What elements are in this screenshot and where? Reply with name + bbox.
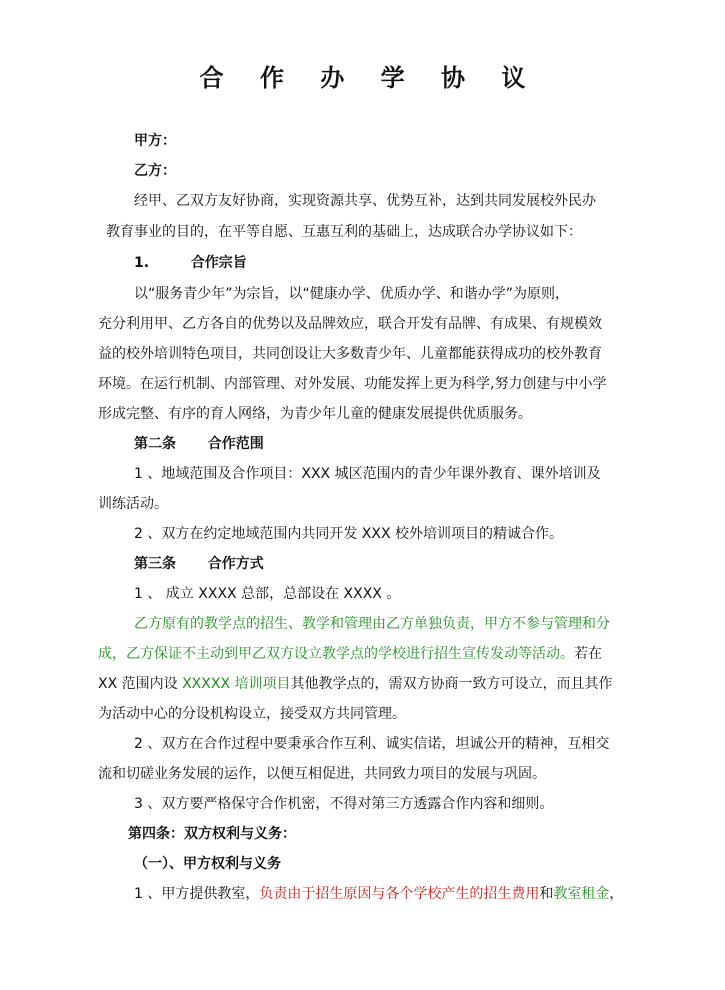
s4-p1-b: 和: [539, 886, 554, 902]
s1-line-4: 环境。在运行机制、内部管理、对外发展、功能发挥上更为科学,努力创建与中小学: [98, 376, 607, 392]
section-3-title: 合作方式: [207, 556, 264, 572]
s2-p1-line-1: 1 、地域范围及合作项目：XXX 城区范围内的青少年课外教育、课外培训及: [134, 466, 601, 482]
section-3-heading: [134, 554, 264, 574]
s3-line-3-green: XXXXX 培训项目: [182, 676, 291, 692]
s3-green-line-1: 乙方原有的教学点的招生、教学和管理由乙方单独负责，甲方不参与管理和分: [134, 616, 610, 632]
section-4-subheading: （一）、甲方权利与义务: [134, 856, 281, 872]
s4-p1: [134, 884, 623, 904]
s3-line-4: 为活动中心的分设机构设立，接受双方共同管理。: [98, 706, 406, 722]
s3-p2-line-1: 2 、双方在合作过程中要秉承合作互利、诚实信诺，坦诚公开的精神，互相交: [134, 736, 610, 752]
intro-line-1: 经甲、乙双方友好协商，实现资源共享、优势互补，达到共同发展校外民办: [134, 193, 596, 209]
s3-line-2: [98, 644, 602, 664]
s1-line-5: 形成完整、有序的育人网络，为青少年儿童的健康发展提供优质服务。: [98, 406, 532, 422]
section-2-number: 第二条: [134, 436, 176, 452]
s3-green-line-2: 成，乙方保证不主动到甲乙双方设立教学点的学校进行招生宣传发动等活动。: [98, 646, 574, 662]
s3-line-3-a: XX 范围内设: [98, 676, 183, 692]
s1-line-3: 益的校外培训特色项目，共同创设让大多数青少年、儿童都能获得成功的校外教育: [98, 346, 602, 362]
s2-p1-line-2: 训练活动。: [98, 496, 168, 512]
section-3-number: 第三条: [134, 556, 176, 572]
party-a-label: 甲方：: [134, 133, 176, 149]
section-1-number: 1.: [134, 255, 150, 271]
s2-p2: 2 、双方在约定地域范围内共同开发 XXX 校外培训项目的精诚合作。: [134, 526, 564, 542]
s3-line-2-tail: 若在: [574, 646, 602, 662]
s3-line-3: [98, 674, 613, 694]
s4-p1-a: 1 、甲方提供教室，: [134, 886, 260, 902]
s4-p1-c: ，: [609, 886, 624, 902]
s3-p2-line-2: 流和切磋业务发展的运作，以便互相促进，共同致力项目的发展与巩固。: [98, 766, 546, 782]
section-1-heading: [134, 253, 247, 273]
intro-line-2: 教育事业的目的，在平等自愿、互惠互利的基础上，达成联合办学协议如下：: [106, 224, 582, 240]
s3-p3: 3 、双方要严格保守合作机密，不得对第三方透露合作内容和细则。: [134, 796, 554, 812]
s1-line-1: 以“服务青少年”为宗旨，以“健康办学、优质办学、和谐办学”为原则，: [134, 286, 570, 302]
s4-p1-red: 负责由于招生原因与各个学校产生的招生费用: [259, 886, 540, 902]
section-2-title: 合作范围: [207, 436, 264, 452]
s3-p1: 1 、 成立 XXXX 总部，总部设在 XXXX 。: [134, 586, 401, 602]
s3-line-3-b: 其他教学点的，需双方协商一致方可设立，而且其作: [290, 676, 613, 692]
document-title: 合 作 办 学 协 议: [199, 64, 540, 92]
section-4-heading: 第四条：双方权利与义务：: [128, 826, 296, 842]
s4-p1-green: 教室租金: [553, 886, 610, 902]
party-b-label: 乙方：: [134, 163, 176, 179]
section-2-heading: [134, 434, 264, 454]
s1-line-2: 充分利用甲、乙方各自的优势以及品牌效应，联合开发有品牌、有成果、有规模效: [98, 316, 602, 332]
section-1-title: 合作宗旨: [190, 255, 247, 271]
